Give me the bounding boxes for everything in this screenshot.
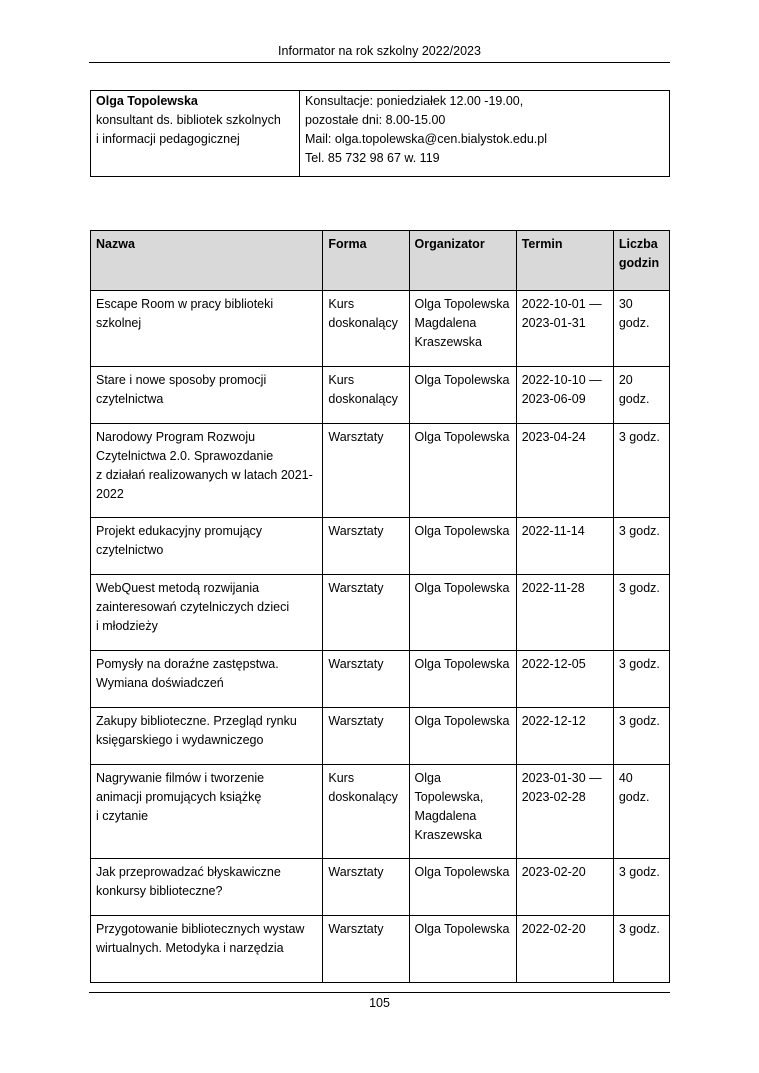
nazwa-line: Jak przeprowadzać błyskawiczne — [96, 865, 281, 879]
nazwa-line: Escape Room w pracy biblioteki — [96, 297, 274, 311]
column-header-liczba-godzin — [613, 231, 669, 291]
cell-godziny — [613, 291, 669, 367]
forma-line: Kurs — [328, 297, 355, 311]
godziny-line: 3 godz. — [618, 865, 660, 879]
organizator-line: Kraszewska — [414, 828, 482, 842]
forma-line: doskonalący — [328, 790, 398, 804]
contact-table — [90, 90, 670, 177]
footer-rule — [89, 992, 670, 993]
termin-line: 2022-12-05 — [521, 657, 586, 671]
contact-role-line: i informacji pedagogicznej — [96, 132, 240, 146]
termin-line: 2022-02-20 — [521, 922, 586, 936]
cell-organizator — [409, 765, 516, 859]
organizator-line: Olga Topolewska — [414, 430, 510, 444]
cell-termin — [516, 291, 613, 367]
table-row — [91, 859, 670, 916]
cell-termin — [516, 708, 613, 765]
cell-termin — [516, 765, 613, 859]
column-header-termin: Termin — [516, 231, 613, 291]
termin-line: 2023-01-30 — — [521, 771, 602, 785]
cell-organizator — [409, 916, 516, 983]
contact-email[interactable]: Mail: olga.topolewska@cen.bialystok.edu.pl — [305, 132, 547, 146]
termin-line: 2023-01-31 — [521, 316, 586, 330]
cell-forma — [323, 765, 409, 859]
organizator-line: Topolewska, — [414, 790, 484, 804]
organizator-line: Magdalena — [414, 316, 477, 330]
table-row — [91, 708, 670, 765]
cell-nazwa — [91, 651, 323, 708]
organizator-line: Olga Topolewska — [414, 524, 510, 538]
cell-godziny — [613, 367, 669, 424]
cell-nazwa — [91, 916, 323, 983]
termin-line: 2022-11-28 — [521, 581, 585, 595]
nazwa-line: i młodzieży — [96, 619, 158, 633]
forma-line: Warsztaty — [328, 714, 384, 728]
nazwa-line: WebQuest metodą rozwijania — [96, 581, 260, 595]
forma-line: Warsztaty — [328, 922, 384, 936]
godziny-line: godz. — [618, 392, 650, 406]
cell-forma — [323, 424, 409, 518]
column-header-nazwa: Nazwa — [91, 231, 323, 291]
cell-forma — [323, 367, 409, 424]
contact-person-cell — [91, 91, 300, 177]
forma-line: Warsztaty — [328, 865, 384, 879]
nazwa-line: Wymiana doświadczeń — [96, 676, 224, 690]
cell-nazwa — [91, 708, 323, 765]
nazwa-line: zainteresowań czytelniczych dzieci — [96, 600, 290, 614]
header-rule — [89, 62, 670, 63]
nazwa-line: szkolnej — [96, 316, 142, 330]
contact-hours-line: pozostałe dni: 8.00-15.00 — [305, 113, 446, 127]
cell-forma — [323, 291, 409, 367]
cell-godziny — [613, 859, 669, 916]
page-number: 105 — [369, 996, 390, 1010]
table-row — [91, 765, 670, 859]
table-row — [91, 575, 670, 651]
termin-line: 2022-10-01 — — [521, 297, 602, 311]
forma-line: Warsztaty — [328, 657, 384, 671]
nazwa-line: wirtualnych. Metodyka i narzędzia — [96, 941, 284, 955]
cell-godziny — [613, 424, 669, 518]
organizator-line: Olga Topolewska — [414, 581, 510, 595]
godziny-line: godz. — [618, 790, 650, 804]
forma-line: Kurs — [328, 373, 355, 387]
organizator-line: Olga Topolewska — [414, 297, 510, 311]
nazwa-line: z działań realizowanych w latach 2021- — [96, 468, 313, 482]
column-header-liczba-line: Liczba — [618, 237, 658, 251]
cell-godziny — [613, 916, 669, 983]
table-row — [91, 651, 670, 708]
godziny-line: 3 godz. — [618, 657, 660, 671]
nazwa-line: konkursy biblioteczne? — [96, 884, 223, 898]
nazwa-line: Przygotowanie bibliotecznych wystaw — [96, 922, 305, 936]
page-header-title: Informator na rok szkolny 2022/2023 — [278, 44, 481, 58]
forma-line: Warsztaty — [328, 524, 384, 538]
forma-line: Warsztaty — [328, 581, 384, 595]
cell-nazwa — [91, 367, 323, 424]
cell-organizator — [409, 708, 516, 765]
cell-termin — [516, 367, 613, 424]
godziny-line: 40 — [618, 771, 633, 785]
cell-godziny — [613, 651, 669, 708]
termin-line: 2022-10-10 — — [521, 373, 602, 387]
cell-forma — [323, 708, 409, 765]
cell-nazwa — [91, 765, 323, 859]
organizator-line: Olga Topolewska — [414, 714, 510, 728]
godziny-line: 3 godz. — [618, 524, 660, 538]
cell-organizator — [409, 575, 516, 651]
organizator-line: Olga Topolewska — [414, 865, 510, 879]
course-rows — [91, 291, 670, 983]
cell-termin — [516, 575, 613, 651]
nazwa-line: i czytanie — [96, 809, 149, 823]
nazwa-line: Narodowy Program Rozwoju — [96, 430, 256, 444]
cell-organizator — [409, 291, 516, 367]
godziny-line: 20 — [618, 373, 633, 387]
cell-termin — [516, 859, 613, 916]
table-row — [91, 916, 670, 983]
nazwa-line: czytelnictwa — [96, 392, 164, 406]
godziny-line: 3 godz. — [618, 430, 660, 444]
cell-forma — [323, 518, 409, 575]
termin-line: 2023-02-20 — [521, 865, 586, 879]
cell-nazwa — [91, 859, 323, 916]
nazwa-line: Zakupy biblioteczne. Przegląd rynku — [96, 714, 297, 728]
cell-nazwa — [91, 575, 323, 651]
table-header-row — [91, 231, 670, 291]
cell-termin — [516, 518, 613, 575]
nazwa-line: animacji promujących książkę — [96, 790, 262, 804]
nazwa-line: Czytelnictwa 2.0. Sprawozdanie — [96, 449, 274, 463]
cell-godziny — [613, 575, 669, 651]
forma-line: Warsztaty — [328, 430, 384, 444]
table-row — [91, 424, 670, 518]
nazwa-line: Pomysły na doraźne zastępstwa. — [96, 657, 279, 671]
cell-forma — [323, 575, 409, 651]
godziny-line: 3 godz. — [618, 581, 660, 595]
cell-forma — [323, 651, 409, 708]
cell-organizator — [409, 859, 516, 916]
nazwa-line: księgarskiego i wydawniczego — [96, 733, 264, 747]
nazwa-line: Nagrywanie filmów i tworzenie — [96, 771, 265, 785]
column-header-organizator: Organizator — [409, 231, 516, 291]
cell-organizator — [409, 518, 516, 575]
contact-role-line: konsultant ds. bibliotek szkolnych — [96, 113, 281, 127]
cell-nazwa — [91, 424, 323, 518]
organizator-line: Olga Topolewska — [414, 373, 510, 387]
column-header-liczba-line: godzin — [618, 256, 660, 270]
column-header-forma: Forma — [323, 231, 409, 291]
cell-godziny — [613, 765, 669, 859]
cell-termin — [516, 916, 613, 983]
organizator-line: Kraszewska — [414, 335, 482, 349]
cell-termin — [516, 651, 613, 708]
contact-hours-line: Konsultacje: poniedziałek 12.00 -19.00, — [305, 94, 524, 108]
godziny-line: 3 godz. — [618, 922, 660, 936]
forma-line: doskonalący — [328, 316, 398, 330]
cell-forma — [323, 916, 409, 983]
table-row — [91, 518, 670, 575]
cell-organizator — [409, 367, 516, 424]
godziny-line: 30 — [618, 297, 633, 311]
forma-line: Kurs — [328, 771, 355, 785]
table-row — [91, 367, 670, 424]
table-row — [91, 291, 670, 367]
forma-line: doskonalący — [328, 392, 398, 406]
cell-organizator — [409, 424, 516, 518]
organizator-line: Olga Topolewska — [414, 922, 510, 936]
cell-godziny — [613, 518, 669, 575]
course-table — [90, 230, 670, 983]
organizator-line: Magdalena — [414, 809, 477, 823]
cell-organizator — [409, 651, 516, 708]
termin-line: 2022-11-14 — [521, 524, 585, 538]
organizator-line: Olga — [414, 771, 441, 785]
contact-phone: Tel. 85 732 98 67 w. 119 — [305, 151, 440, 165]
godziny-line: 3 godz. — [618, 714, 660, 728]
cell-forma — [323, 859, 409, 916]
cell-nazwa — [91, 291, 323, 367]
organizator-line: Olga Topolewska — [414, 657, 510, 671]
cell-nazwa — [91, 518, 323, 575]
contact-info-cell — [300, 91, 670, 177]
nazwa-line: Projekt edukacyjny promujący — [96, 524, 263, 538]
godziny-line: godz. — [618, 316, 650, 330]
termin-line: 2023-04-24 — [521, 430, 586, 444]
termin-line: 2023-02-28 — [521, 790, 586, 804]
termin-line: 2023-06-09 — [521, 392, 586, 406]
cell-godziny — [613, 708, 669, 765]
contact-name: Olga Topolewska — [96, 94, 198, 108]
cell-termin — [516, 424, 613, 518]
nazwa-line: 2022 — [96, 487, 124, 501]
nazwa-line: czytelnictwo — [96, 543, 164, 557]
termin-line: 2022-12-12 — [521, 714, 586, 728]
nazwa-line: Stare i nowe sposoby promocji — [96, 373, 267, 387]
